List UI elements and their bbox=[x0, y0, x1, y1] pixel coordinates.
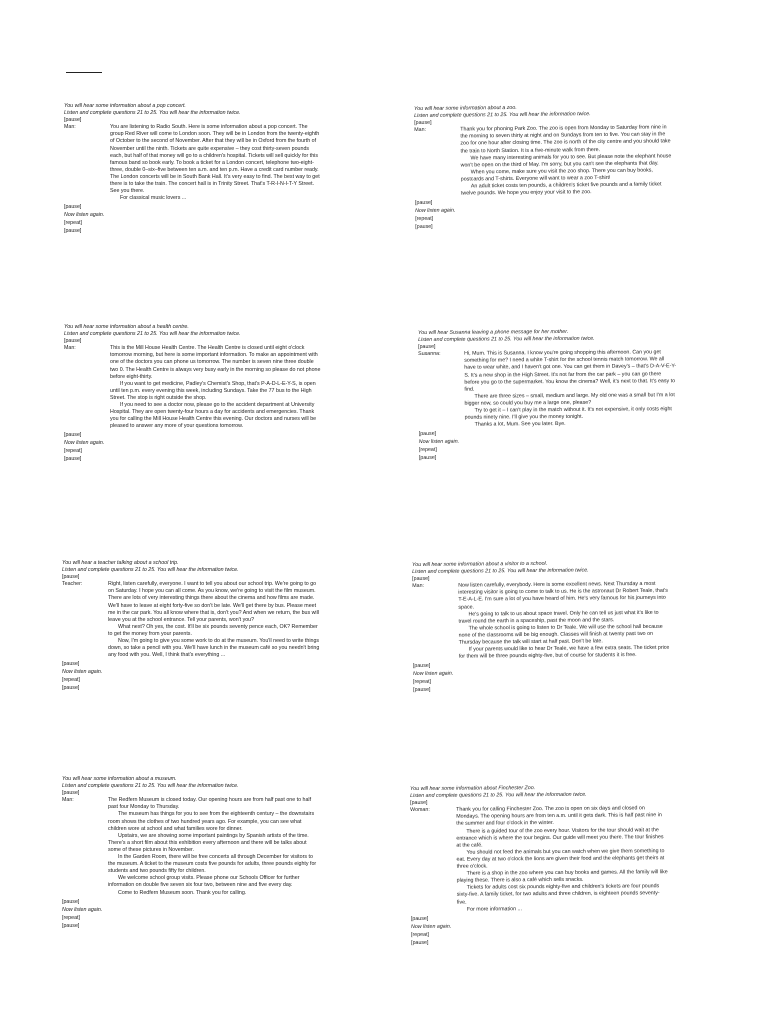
script-phone-message bbox=[418, 328, 677, 463]
repeat-tag: [repeat] bbox=[62, 677, 80, 684]
pause-tag: [pause] bbox=[412, 576, 430, 583]
script-health-centre bbox=[64, 324, 322, 464]
script-zoo bbox=[414, 103, 673, 232]
speaker-label: Man: bbox=[64, 124, 76, 131]
intro-line: You will hear some information about a health centre. bbox=[64, 324, 189, 330]
instruction-line: Listen and complete questions 21 to 25. You will hear the information twice. bbox=[418, 335, 595, 344]
instruction-line: Listen and complete questions 21 to 25. You will hear the information twice. bbox=[414, 111, 591, 120]
listen-again: Now listen again. bbox=[415, 207, 456, 215]
paragraph: Now, I'm going to give you some work to do at the museum. You'll need to write things down, so take a pencil with you. We'll have lunch in the museum café so you needn't bring any food with you. Well, I think that's everything ... bbox=[108, 638, 320, 659]
instruction-line: Listen and complete questions 21 to 25. You will hear the information twice. bbox=[62, 567, 239, 574]
instruction-line: Listen and complete questions 21 to 25. You will hear the information twice. bbox=[64, 331, 241, 338]
pause-tag: [pause] bbox=[64, 117, 82, 124]
speaker-label: Susanna: bbox=[418, 351, 441, 358]
pause-tag: [pause] bbox=[64, 432, 82, 439]
instruction-line: Listen and complete questions 21 to 25. You will hear the information twice. bbox=[62, 783, 239, 790]
paragraph: Come to Redfern Museum soon. Thank you for calling. bbox=[118, 889, 247, 896]
script-school-visitor bbox=[412, 560, 671, 696]
repeat-tag: [repeat] bbox=[418, 447, 437, 454]
intro-line: You will hear some information about a visitor to a school. bbox=[412, 560, 548, 568]
pause-tag: [pause] bbox=[64, 228, 82, 235]
paragraph: If your parents would like to hear Dr Teale, we have a few extra seats. The ticket price for them will be three pounds eighty-five, but of course for students it is free. bbox=[458, 644, 670, 660]
intro-line: You will hear some information about Finchester Zoo. bbox=[410, 785, 536, 792]
paragraph: When you come, make sure you visit the zoo shop. There you can buy books, postcards and T-shirts. Everyone will want to wear a zoo T-shirt! bbox=[460, 167, 653, 183]
repeat-tag: [repeat] bbox=[411, 931, 430, 938]
instruction-line: Listen and complete questions 21 to 25. You will hear the information twice. bbox=[410, 791, 587, 800]
paragraph: Hi, Mum. This is Susanna. I know you're going shopping this afternoon. Can you get something for me? I need a white T-shirt for the school tennis match tomorrow. We all have to wear white, and I haven't got one. You can get them in Davey's – that's D-A-V-E-Y-S. It's a new shop in the High Street. It's not far from the car park – you can go there before you go to the supermarket. You know the cinema? Well, it's next to that. It's easy to find. bbox=[464, 349, 677, 393]
paragraph: We welcome school group visits. Please phone our Schools Officer for further information on double five seven six four two, between nine and five every day. bbox=[108, 875, 300, 889]
listen-again: Now listen again. bbox=[418, 439, 460, 446]
repeat-tag: [repeat] bbox=[415, 216, 434, 223]
paragraph: Now listen carefully, everybody. Here is some excellent news. Next Thursday a most interesting visitor is going to come to talk to us. He is the astronaut Dr Robert Teale, that's T-E-A-L-E. I'm sure a lot of you have heard of him. He's very famous for his journeys into space. bbox=[458, 581, 668, 611]
paragraph: An adult ticket costs ten pounds, a children's ticket five pounds and a family ticket twelve pounds. We hope you enjoy your visit to the zoo. bbox=[460, 181, 662, 197]
intro-line: You will hear some information about a zoo. bbox=[414, 104, 517, 112]
paragraph: Upstairs, we are showing some important paintings by Spanish artists of the time. There's a short film about this exhibition every afternoon and there will be talks about some of these pictures in November. bbox=[108, 832, 309, 853]
pause-tag: [pause] bbox=[410, 800, 428, 807]
repeat-tag: [repeat] bbox=[64, 448, 82, 455]
top-rule bbox=[66, 72, 102, 73]
instruction-line: Listen and complete questions 21 to 25. You will hear the information twice. bbox=[412, 567, 589, 576]
pause-tag: [pause] bbox=[418, 455, 437, 462]
pause-tag: [pause] bbox=[64, 456, 82, 463]
listen-again: Now listen again. bbox=[412, 670, 454, 678]
intro-line: You will hear some information about a museum. bbox=[62, 776, 177, 782]
listen-again: Now listen again. bbox=[410, 923, 452, 930]
pause-tag: [pause] bbox=[411, 939, 429, 946]
speaker-label: Woman: bbox=[410, 807, 430, 814]
paragraph: Try to get it – I can't play in the match without it. It's not expensive, it only costs eight pounds ninety nine. I'll give you the money tonight. bbox=[464, 406, 672, 421]
paragraph: You are listening to Radio South. Here is some information about a pop concert. The group Red River will come to London soon. They will be in London from the twenty-eighth of October to the second of November. After that they will be in Oxford from the fourth of November until the ninth. Tickets are quite expensive – they cost thirty-seven pounds each, but half of that money will go to a children's hospital. Tickets will sell quickly for this famous band so book early. To book a ticket for a London concert, telephone two-eight-three, double 0–six–five between ten a.m. and ten p.m. Have a credit card number ready. The London concerts will be in South Bank Hall. It's very easy to find. The best way to get there is to take the train. The concert hall is in Trinity Street. That's T-R-I-N-I-T-Y Street. See you there. bbox=[110, 124, 320, 195]
paragraph: If you want to get medicine, Padley's Chemist's Shop, that's P-A-D-L-E-Y-S, is open until ten p.m. every evening this week, including Sundays. Take the 77 bus to the High Street. The stop is right outside the shop. bbox=[110, 380, 316, 401]
paragraph: This is the Mill House Health Centre. The Health Centre is closed until eight o'clock tomorrow morning, but here is some important information. To make an appointment with one of the doctors you can phone us tomorrow. The number is seven nine three double two 0. The Health Centre is always very busy early in the morning so please do not phone before eight-thirty. bbox=[110, 345, 321, 380]
intro-line: You will hear Susanna leaving a phone message for her mother. bbox=[418, 328, 569, 336]
speaker-label: Man: bbox=[412, 583, 425, 590]
paragraph: For more information ... bbox=[466, 905, 522, 913]
paragraph: Right, listen carefully, everyone. I want to tell you about our school trip. We're going to go on Saturday. I hope you can all come. As you know, we're going to visit the film museum. There are lots of very interesting things there about the cinema and how films are made. We'll have to leave at eight forty-five so don't be late. We'll get there by bus. Please meet me in the car park. You all know where that is, don't you? And when we return, the bus will leave you at the school entrance. Tell your parents, won't you? bbox=[108, 581, 319, 623]
paragraph: You should not feed the animals but you can watch when we give them something to eat. Every day at two o'clock the lions are given their food and the elephants get theirs at three o'clock. bbox=[456, 848, 665, 870]
paragraph: For classical music lovers ... bbox=[120, 195, 187, 202]
pause-tag: [pause] bbox=[413, 687, 431, 694]
pause-tag: [pause] bbox=[64, 338, 82, 345]
pause-tag: [pause] bbox=[410, 915, 429, 922]
paragraph: If you need to see a doctor now, please go to the accident department at University Hospital. They are open twenty-four hours a day for accidents and emergencies. Thank you for calling the Mill House Health Centre this evening. Our doctors and nurses will be pleased to answer any more of your questions tomorrow. bbox=[110, 402, 317, 430]
pause-tag: [pause] bbox=[412, 663, 431, 670]
script-school-trip bbox=[62, 560, 320, 693]
speaker-label: Man: bbox=[62, 797, 74, 804]
script-pop-concert bbox=[64, 103, 322, 236]
paragraph: Tickets for adults cost six pounds eighty-five and children's tickets are four pounds sixty-five. A family ticket, for two adults and three children, is eighteen pounds seventy-five. bbox=[456, 883, 660, 906]
intro-line: You will hear some information about a pop concert. bbox=[64, 103, 186, 109]
paragraph: Thank you for calling Finchester Zoo. The zoo is open on six days and closed on Mondays. The opening hours are from ten a.m. until it gets dark. This is half past nine in the summer and four o'clock in the winter. bbox=[456, 805, 662, 828]
intro-line: You will hear a teacher talking about a school trip. bbox=[62, 560, 179, 566]
paragraph: The museum has things for you to see from the eighteenth century – the downstairs room shows the clothes of two hundred years ago. For example, you can see what children wore at school and what families wore for dinner. bbox=[108, 811, 315, 832]
paragraph: In the Garden Room, there will be free concerts all through December for visitors to the museum. A ticket to the museum costs five pounds for adults, three pounds eighty for students and two pounds fifty for children. bbox=[108, 854, 317, 875]
listen-again: Now listen again. bbox=[62, 906, 103, 913]
paragraph: There are three sizes – small, medium and large. My old one was a small but I'm a lot bigger now, so could you buy me a large one, please? bbox=[464, 392, 675, 407]
pause-tag: [pause] bbox=[414, 120, 432, 127]
script-finchester-zoo bbox=[410, 784, 669, 947]
paragraph: We have many interesting animals for you to see. But please note the elephant house won't be open on the third of May. I'm sorry, but you can't see the elephants that day. bbox=[460, 152, 672, 169]
pause-tag: [pause] bbox=[62, 661, 80, 668]
paragraph: Thank you for phoning Park Zoo. The zoo is open from Monday to Saturday from nine in the morning to seven thirty at night and on Sundays from ten to five. You can stay in the zoo for one hour after closing time. The zoo is north of the city centre and you should take the train to North Station. It is a five-minute walk from there. bbox=[460, 124, 671, 155]
pause-tag: [pause] bbox=[62, 574, 80, 581]
paragraph: What next? Oh yes, the cost. It'll be six pounds seventy pence each, OK? Remember to get the money from your parents. bbox=[108, 623, 318, 637]
listen-again: Now listen again. bbox=[62, 669, 103, 676]
pause-tag: [pause] bbox=[62, 898, 80, 905]
repeat-tag: [repeat] bbox=[413, 679, 432, 686]
paragraph: Thanks a lot, Mum. See you later. Bye. bbox=[474, 421, 566, 428]
pause-tag: [pause] bbox=[415, 224, 433, 231]
instruction-line: Listen and complete questions 21 to 25. You will hear the information twice. bbox=[64, 110, 241, 117]
pause-tag: [pause] bbox=[62, 790, 80, 797]
paragraph: He's going to talk to us about space travel. Only he can tell us just what it's like to travel round the earth in a spaceship, past the moon and the stars. bbox=[458, 609, 659, 625]
speaker-label: Teacher: bbox=[62, 581, 83, 588]
pause-tag: [pause] bbox=[418, 344, 436, 351]
listen-again: Now listen again. bbox=[64, 212, 105, 219]
script-museum bbox=[62, 776, 320, 931]
pause-tag: [pause] bbox=[64, 204, 82, 211]
paragraph: There is a shop in the zoo where you can buy books and games. All the family will like playing these. There is also a café which sells snacks. bbox=[456, 869, 668, 884]
pause-tag: [pause] bbox=[418, 431, 437, 438]
repeat-tag: [repeat] bbox=[64, 220, 82, 227]
pause-tag: [pause] bbox=[62, 922, 80, 929]
speaker-label: Man: bbox=[64, 345, 76, 352]
pause-tag: [pause] bbox=[62, 685, 80, 692]
paragraph: The Redfern Museum is closed today. Our opening hours are from half past one to half past four Monday to Thursday. bbox=[108, 797, 312, 811]
paragraph: There is a guided tour of the zoo every hour. Visitors for the tour should wait at the entrance which is where the tour begins. Our guide will meet you there. The tour finishes at the café. bbox=[456, 826, 664, 849]
speaker-label: Man: bbox=[414, 127, 427, 134]
paragraph: The whole school is going to listen to Dr Teale. We will use the school hall because none of the classrooms will be big enough. Classes will finish at twenty past two on Thursday because the talk will start at half past. Don't be late. bbox=[458, 623, 663, 646]
pause-tag: [pause] bbox=[414, 200, 433, 207]
repeat-tag: [repeat] bbox=[62, 914, 80, 921]
listen-again: Now listen again. bbox=[64, 440, 105, 447]
